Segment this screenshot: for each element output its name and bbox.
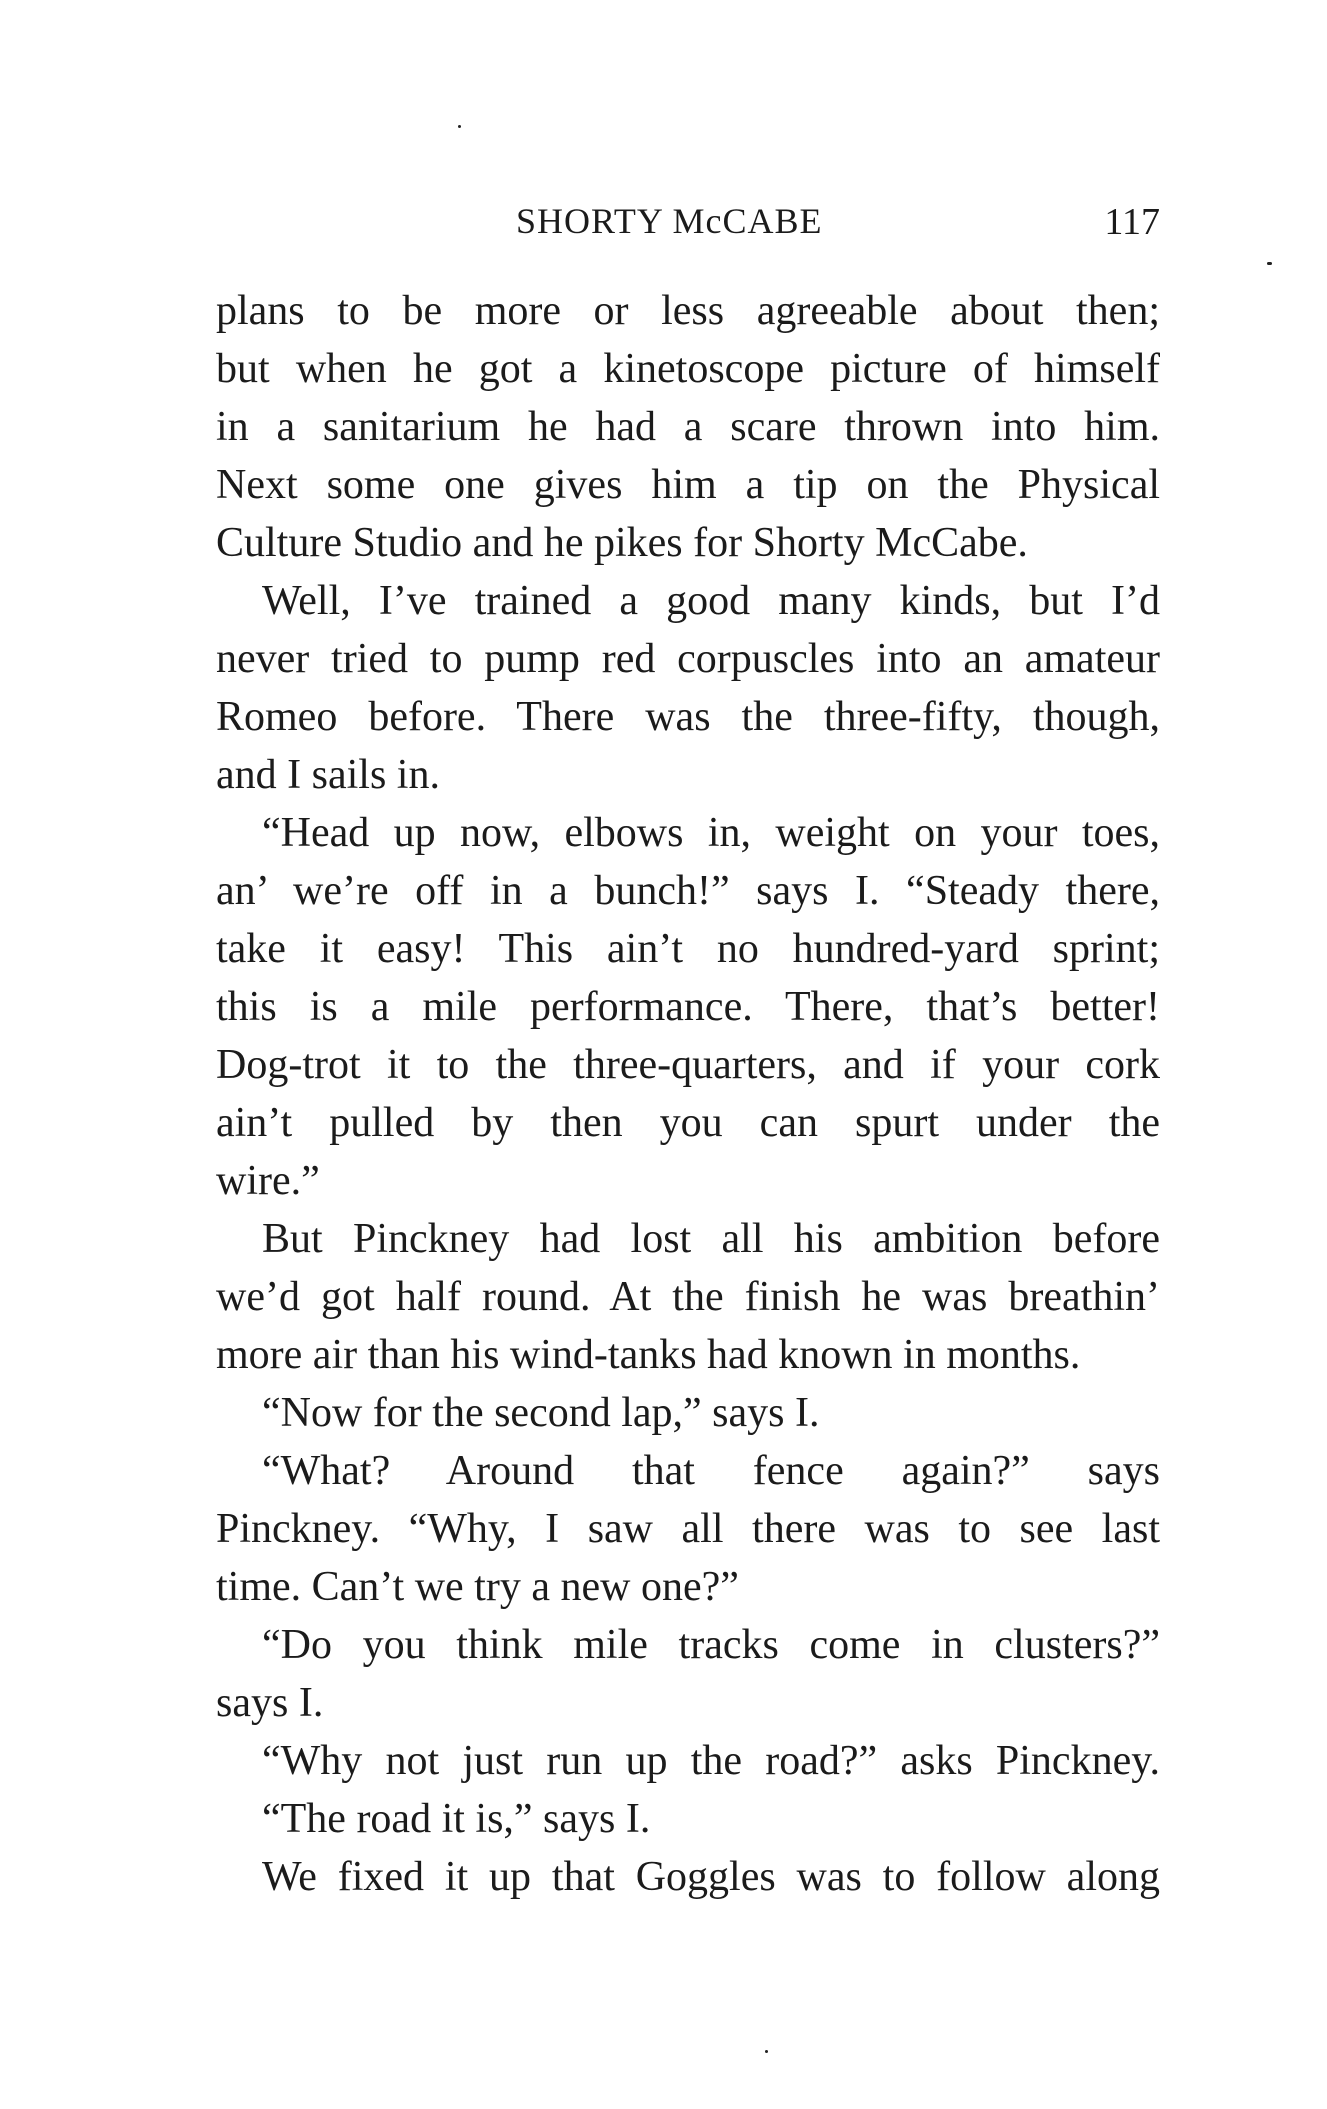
text-line: never tried to pump red corpuscles into an amateur [216, 636, 1160, 682]
text-line: and I sails in. [216, 752, 440, 798]
paragraph-first-line: “Why not just run up the road?” asks Pinckney. [262, 1738, 1160, 1784]
text-line: Romeo before. There was the three-fifty, though, [216, 694, 1160, 740]
paragraph-first-line: Well, I’ve trained a good many kinds, but I’d [262, 578, 1160, 624]
text-line: says I. [216, 1680, 324, 1726]
text-line: Pinckney. “Why, I saw all there was to see last [216, 1506, 1160, 1552]
text-line: take it easy! This ain’t no hundred-yard sprint; [216, 926, 1160, 972]
text-line: an’ we’re off in a bunch!” says I. “Steady there, [216, 868, 1160, 914]
running-title: SHORTY McCABE [516, 201, 823, 241]
paragraph-first-line: We fixed it up that Goggles was to follow along [262, 1854, 1160, 1900]
text-line: in a sanitarium he had a scare thrown into him. [216, 404, 1160, 450]
text-line: Dog-trot it to the three-quarters, and if your cork [216, 1042, 1160, 1088]
text-line: we’d got half round. At the finish he was breathin’ [216, 1274, 1160, 1320]
paragraph-first-line: “The road it is,” says I. [262, 1796, 651, 1842]
paragraph-first-line: “Now for the second lap,” says I. [262, 1390, 820, 1436]
running-head [216, 200, 1160, 250]
text-line: Next some one gives him a tip on the Physical [216, 462, 1160, 508]
page-number: 117 [1104, 201, 1160, 243]
text-line: but when he got a kinetoscope picture of himself [216, 346, 1160, 392]
paragraph-first-line: But Pinckney had lost all his ambition before [262, 1216, 1160, 1262]
text-line: more air than his wind-tanks had known in months. [216, 1332, 1081, 1378]
paragraph-first-line: “What? Around that fence again?” says [262, 1448, 1160, 1494]
text-line: plans to be more or less agreeable about then; [216, 288, 1160, 334]
text-line: wire.” [216, 1158, 320, 1204]
paragraph-first-line: “Do you think mile tracks come in clusters?” [262, 1622, 1160, 1668]
paragraph-first-line: “Head up now, elbows in, weight on your toes, [262, 810, 1160, 856]
text-line: time. Can’t we try a new one?” [216, 1564, 739, 1610]
text-line: Culture Studio and he pikes for Shorty McCabe. [216, 520, 1028, 566]
text-line: ain’t pulled by then you can spurt under the [216, 1100, 1160, 1146]
print-speck [1267, 262, 1272, 265]
print-speck [458, 125, 461, 128]
print-speck [765, 2050, 768, 2053]
text-line: this is a mile performance. There, that’s better! [216, 984, 1160, 1030]
body-text [216, 282, 1160, 1906]
